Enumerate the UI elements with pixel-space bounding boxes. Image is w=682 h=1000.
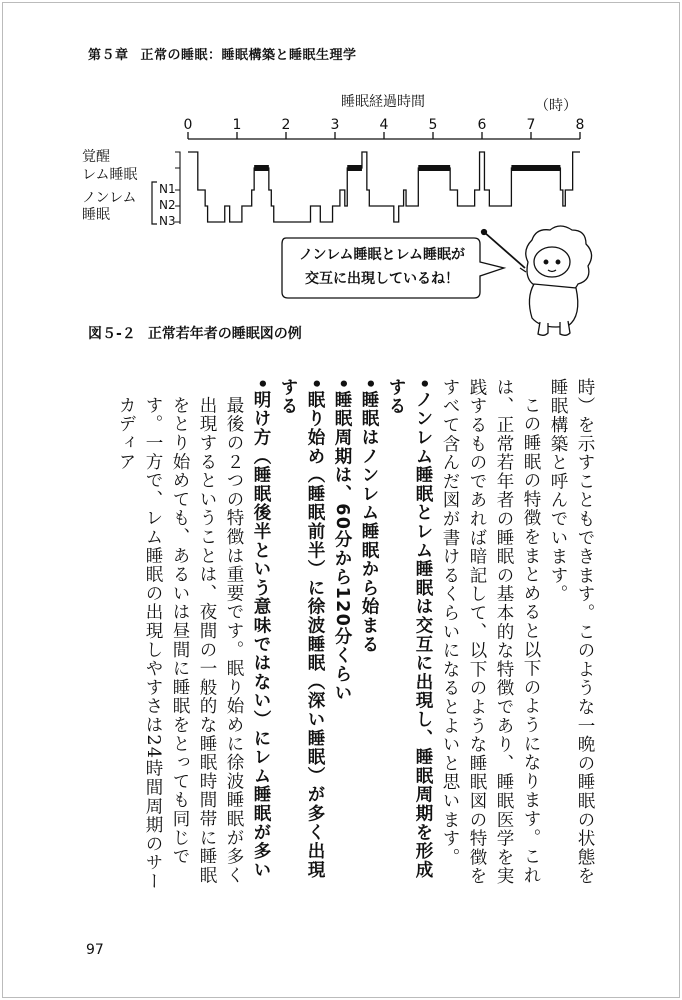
- bullet-2: •睡眠はノンレム睡眠から始まる: [359, 378, 379, 654]
- stage-label-n2: N2: [159, 198, 176, 212]
- stage-label-wake: 覚醒: [82, 149, 110, 165]
- bullet-5: •明け方（睡眠後半という意味ではない）にレム睡眠が多い: [251, 378, 271, 880]
- rem-period-bar: [347, 165, 362, 171]
- paragraph-3: 最後の２つの特徴は重要です。眠り始めに徐波睡眠が多く出現するということは、夜間の一般的な睡眠時間帯に睡眠をとり始めても、あるいは昼間に睡眠をとっても同じです。一方で、レム睡眠の出現しやすさは24時間周期のサーカディア: [116, 396, 244, 891]
- axis-unit: （時）: [535, 98, 577, 114]
- bullet-3: •睡眠周期は、60分から120分くらい: [332, 378, 352, 703]
- rem-period-bar: [254, 165, 269, 171]
- axis-tick-labels: [184, 117, 585, 133]
- axis-tick-label: 6: [477, 117, 487, 133]
- rem-period-bar: [418, 165, 450, 171]
- sheep-mascot-illustration: [482, 226, 592, 335]
- stage-label-nrem-2: 睡眠: [82, 207, 110, 223]
- speech-bubble-line-1: ノンレム睡眠とレム睡眠が: [299, 247, 465, 263]
- axis-tick-label: 7: [526, 117, 536, 133]
- bullet-1: •ノンレム睡眠とレム睡眠は交互に出現し、睡眠周期を形成する: [386, 378, 433, 880]
- figure-caption-text: 正常若年者の睡眠図の例: [147, 326, 302, 342]
- axis-tick-label: 0: [183, 117, 193, 133]
- hypnogram-line: [188, 152, 580, 222]
- axis-tick-label: 3: [330, 117, 340, 133]
- stage-axis-ticks: [175, 152, 180, 224]
- axis-tick-label: 8: [575, 117, 585, 133]
- chapter-title: 正常の睡眠：睡眠構築と睡眠生理学: [140, 48, 357, 63]
- axis-tick-label: 5: [428, 117, 438, 133]
- bullet-4: •眠り始め（睡眠前半）に徐波睡眠（深い睡眠）が多く出現する: [278, 378, 325, 880]
- paragraph-1: 時）を示すこともできます。このような一晩の睡眠の状態を睡眠構築と呼んでいます。: [548, 378, 595, 886]
- axis-ticks: [188, 132, 580, 139]
- stage-label-nrem-1: ノンレム: [82, 190, 137, 206]
- body-text: [76, 378, 598, 894]
- axis-tick-label: 1: [232, 117, 242, 133]
- figure-number: 図５-２: [88, 326, 136, 342]
- chapter-number: 第５章: [88, 48, 129, 63]
- axis-tick-label: 2: [281, 117, 291, 133]
- hypnogram-trace: [188, 152, 580, 222]
- hypnogram-figure: [0, 0, 682, 350]
- nrem-bracket: [152, 182, 157, 224]
- figure-caption: [88, 323, 302, 343]
- stage-label-n1: N1: [159, 182, 176, 196]
- page-number: 97: [86, 942, 104, 958]
- stage-label-n3: N3: [159, 214, 176, 228]
- rem-period-bar: [511, 165, 560, 171]
- axis-tick-label: 4: [379, 117, 389, 133]
- stage-label-rem: レム睡眠: [82, 167, 138, 183]
- paragraph-2: この睡眠の特徴をまとめると以下のようになります。これは、正常若年者の睡眠の基本的な特徴であり、睡眠医学を実践するものであれば暗記して、以下のような睡眠図の特徴をすべて含んだ図が書けるくらいになるとよいと思います。: [440, 378, 541, 886]
- speech-bubble-line-2: 交互に出現しているね！: [305, 271, 459, 287]
- axis-title: 睡眠経過時間: [341, 94, 425, 110]
